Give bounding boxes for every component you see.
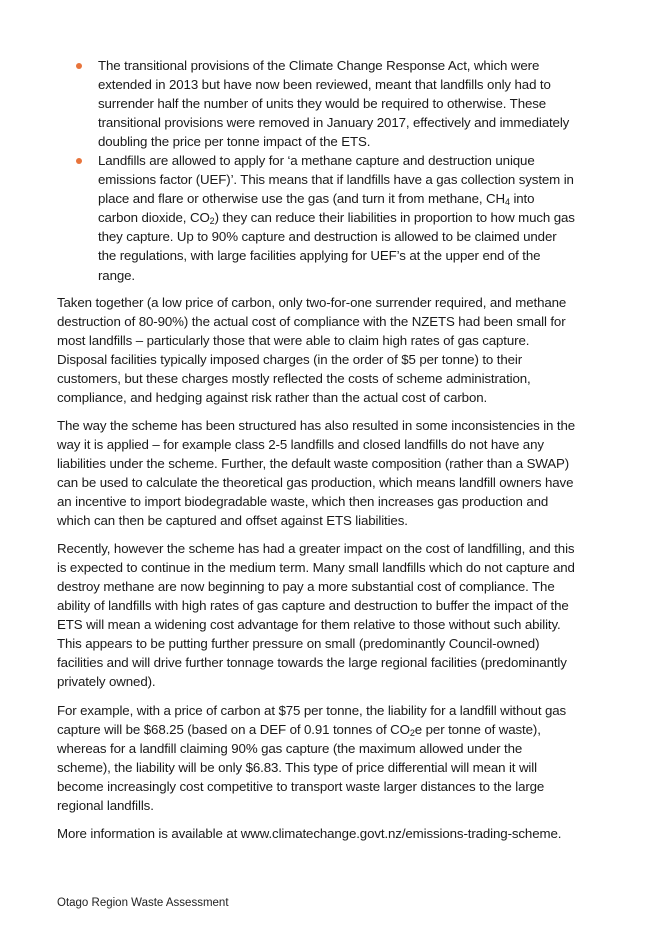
subscript: 4 <box>504 197 510 208</box>
bullet-list <box>57 56 577 285</box>
list-item <box>57 151 577 284</box>
body-content <box>57 56 577 852</box>
subscript: 2 <box>209 216 215 227</box>
list-item <box>57 56 577 151</box>
page-footer: Otago Region Waste Assessment <box>57 897 229 909</box>
paragraph-more-info: More information is available at www.climatechange.govt.nz/emissions-trading-scheme. <box>57 825 562 841</box>
bullet-text-2b: into carbon dioxide, CO <box>98 191 535 226</box>
paragraph-inconsistencies: The way the scheme has been structured has also resulted in some inconsistencies in the way it is applied – for example class 2-5 landfills and closed landfills do not have any liabilities under the scheme. Further, the default waste composition (rather than a SWAP) can be used to calculate the theoretical gas production, which means landfill owners have an incentive to import biodegradable waste, which then increases gas production and which can then be captured and offset against ETS liabilities. <box>57 417 576 529</box>
bullet-text-2a: Landfills are allowed to apply for ‘a methane capture and destruction unique emissions factor (UEF)’. This means that if landfills have a gas collection system in place and flare or otherwise use the gas (and turn it from methane, CH <box>98 153 574 207</box>
bullet-icon <box>76 63 82 69</box>
paragraph-cost-compliance: Taken together (a low price of carbon, only two-for-one surrender required, and methane destruction of 80-90%) the actual cost of compliance with the NZETS had been small for most landfills – particularly those that were able to claim high rates of gas capture. Disposal facilities typically imposed charges (in the order of $5 per tonne) to their customers, but these charges mostly reflected the costs of scheme administration, compliance, and hedging against risk rather than the actual cost of carbon. <box>57 294 567 405</box>
paragraph-example-b: e per tonne of waste), whereas for a landfill claiming 90% gas capture (the maximum allowed under the scheme), the liability will be only $6.83. This type of price differential will mean it will become increasingly cost competitive to transport waste larger distances to the large regional landfills. <box>57 721 545 813</box>
paragraph-example-a: For example, with a price of carbon at $75 per tonne, the liability for a landfill without gas capture will be $68.25 (based on a DEF of 0.91 tonnes of CO <box>57 702 567 737</box>
subscript: 2 <box>409 727 415 738</box>
bullet-text-1: The transitional provisions of the Climate Change Response Act, which were extended in 2013 but have now been reviewed, meant that landfills only had to surrender half the number of units they would be required to otherwise. These transitional provisions were removed in January 2017, effectively and immediately doubling the price per tonne impact of the ETS. <box>98 58 570 150</box>
paragraph-recent-impact: Recently, however the scheme has had a greater impact on the cost of landfilling, and this is expected to continue in the medium term. Many small landfills which do not capture and destroy methane are now beginning to pay a more substantial cost of compliance. The ability of landfills with high rates of gas capture and destruction to buffer the impact of the ETS will mean a widening cost advantage for them relative to those without such ability. This appears to be putting further pressure on small (predominantly Council-owned) facilities and will drive further tonnage towards the large regional facilities (predominantly privately owned). <box>57 541 575 690</box>
paragraph-example <box>57 701 577 815</box>
bullet-text-2c: ) they can reduce their liabilities in proportion to how much gas they capture. Up to 90% capture and destruction is allowed to be claimed under the regulations, with large facilities applying for UEF’s at the upper end of the range. <box>98 210 575 283</box>
bullet-icon <box>76 158 82 164</box>
